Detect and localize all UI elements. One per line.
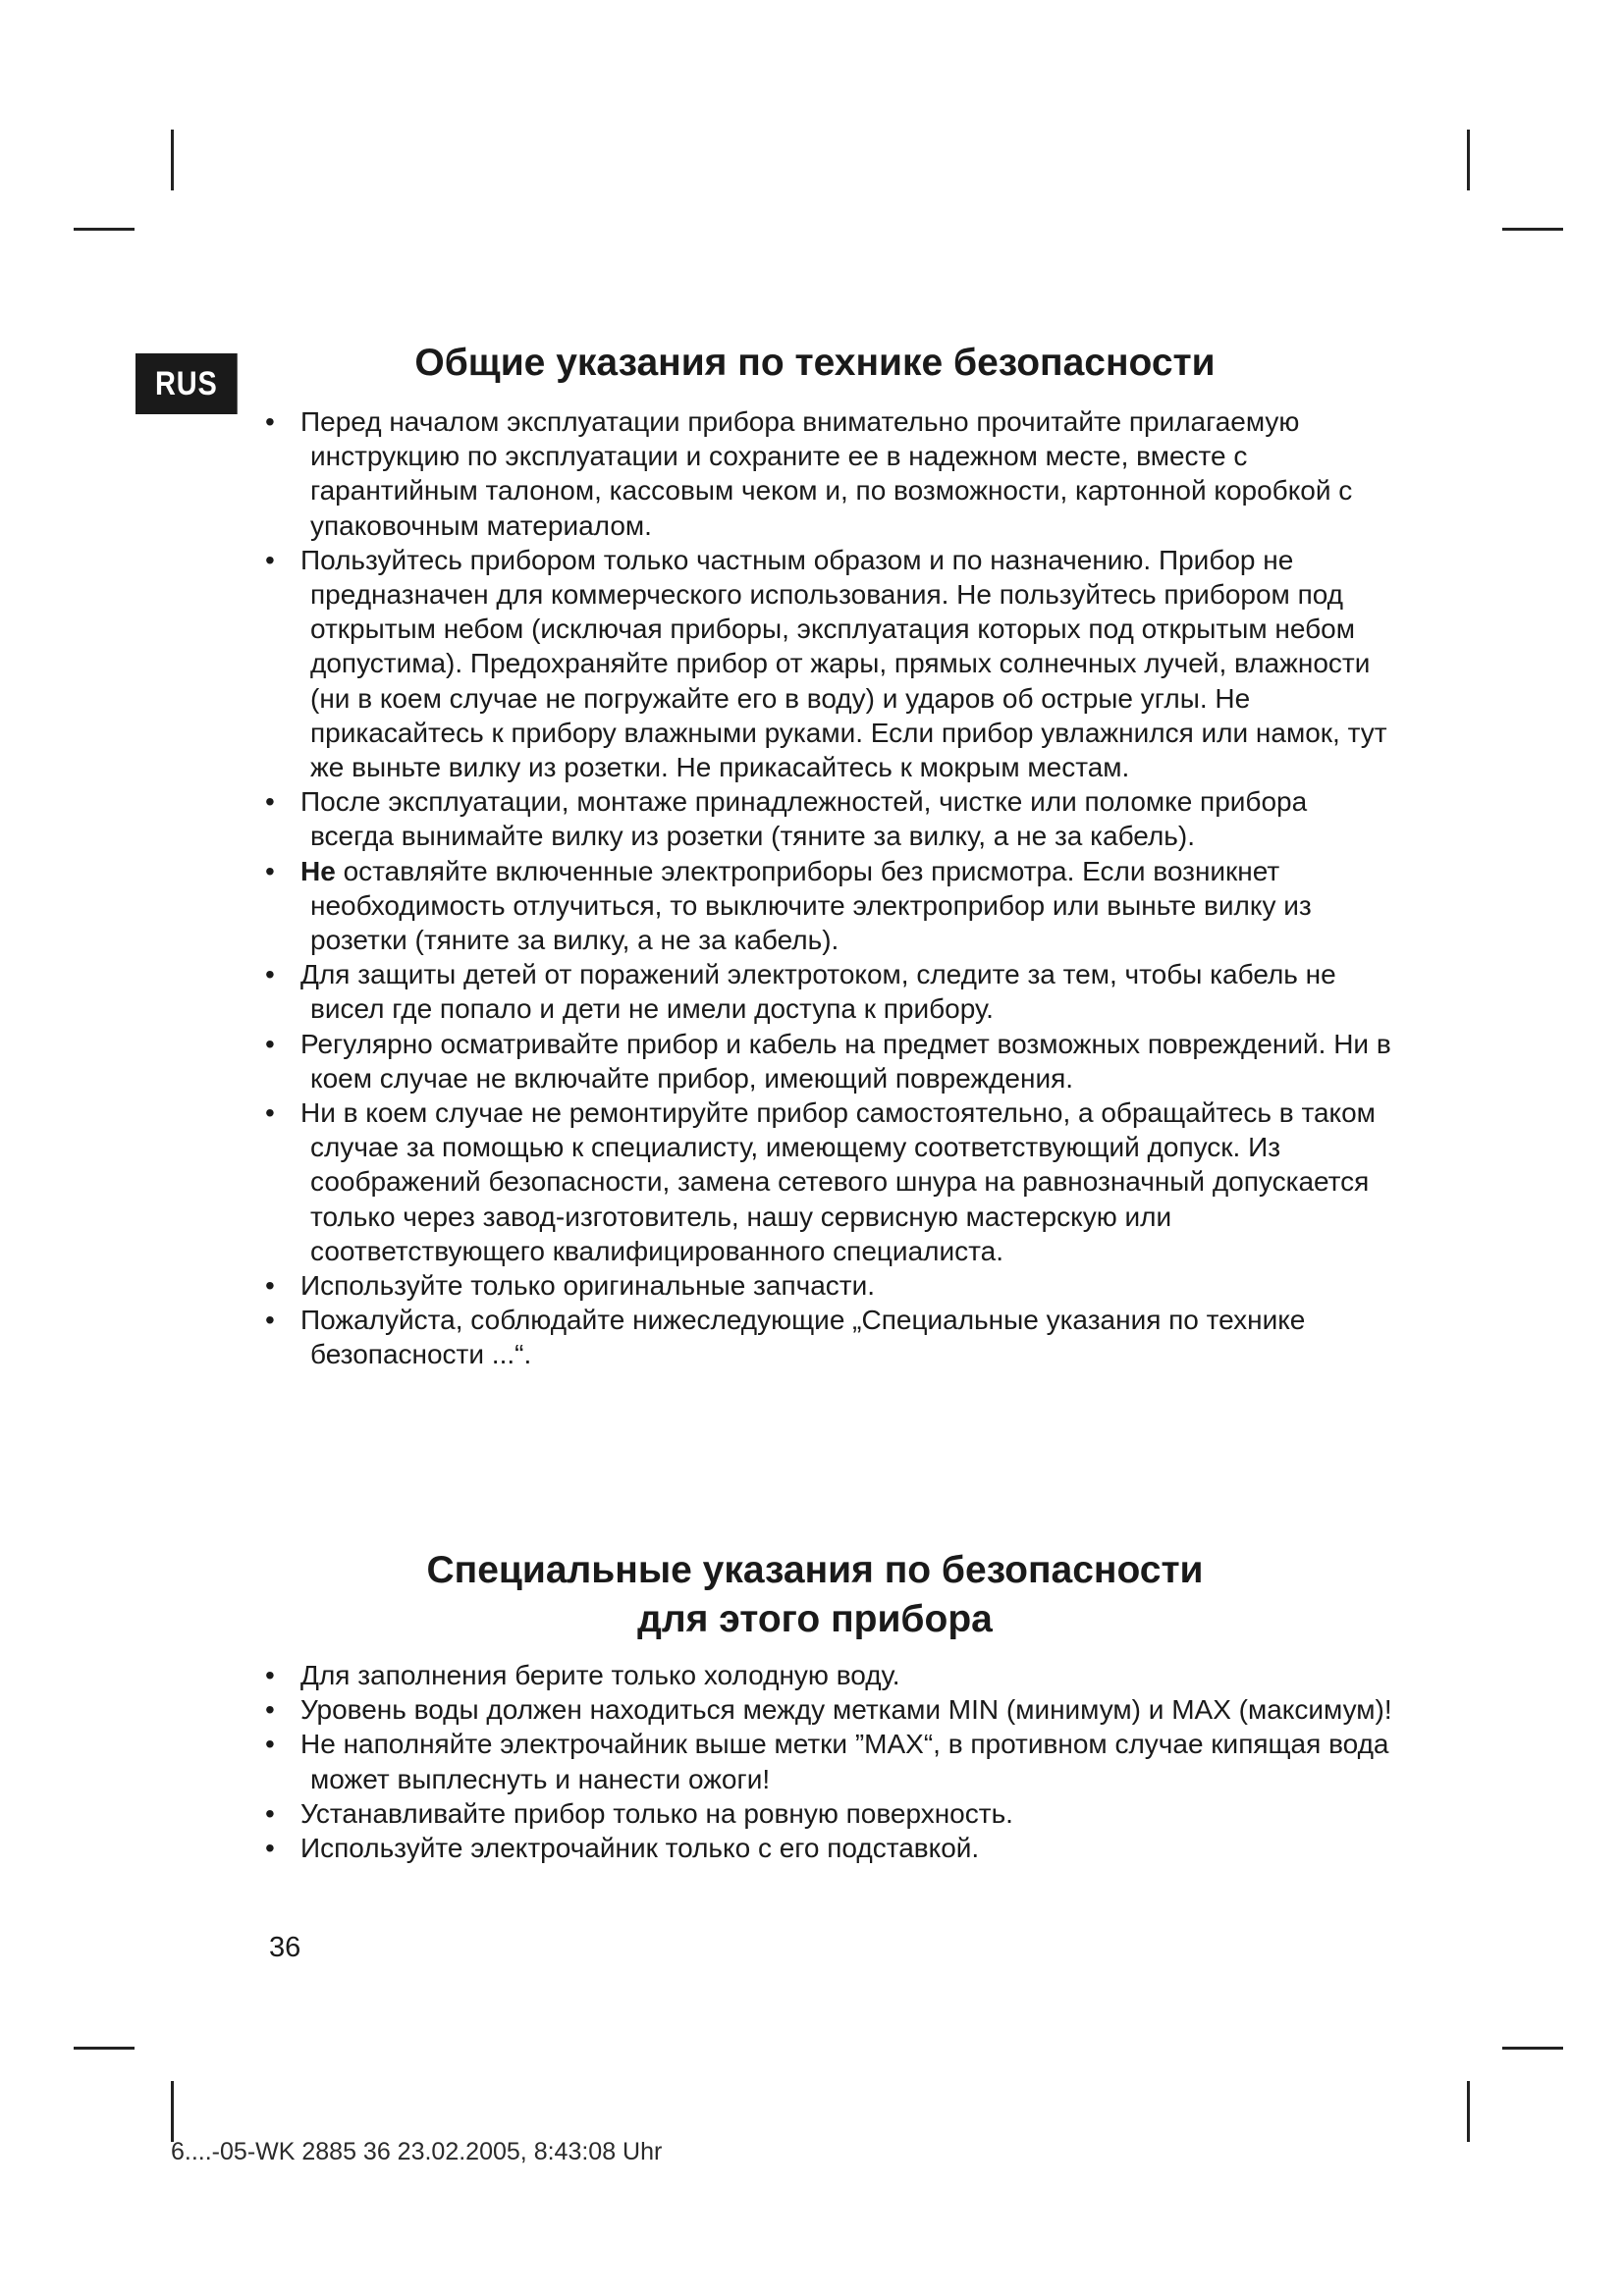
- list-item: • Для защиты детей от поражений электротоком, следите за тем, чтобы кабель не висел где попало и дети не имели доступа к прибору.: [265, 959, 1336, 1025]
- crop-mark-top-right-vertical: [1467, 130, 1470, 190]
- crop-mark-bottom-right-vertical: [1467, 2081, 1470, 2142]
- language-badge: RUS: [135, 353, 238, 414]
- bullet-icon: •: [265, 1097, 275, 1129]
- bullet-icon: •: [265, 544, 275, 575]
- list-item: • После эксплуатации, монтаже принадлежностей, чистке или поломке прибора всегда вынимайте вилку из розетки (тяните за вилку, а не за кабель).: [265, 786, 1308, 852]
- bullet-icon: •: [265, 1797, 275, 1829]
- bullet-icon: •: [265, 959, 275, 990]
- crop-mark-bottom-right-horizontal: [1502, 2047, 1563, 2050]
- list-item: • Уровень воды должен находиться между метками MIN (минимум) и MAX (максимум)!: [265, 1692, 1394, 1727]
- crop-mark-top-left-horizontal: [74, 228, 135, 231]
- bullet-icon: •: [265, 855, 275, 886]
- special-safety-heading-line-1: Специальные указания по безопасности: [426, 1549, 1204, 1591]
- bullet-icon: •: [265, 786, 275, 818]
- list-item: • Не оставляйте включенные электроприборы без присмотра. Если возникнет необходимость отлучиться, то выключите электроприбор или выньте вилку из розетки (тяните за вилку, а не за кабель).: [265, 855, 1312, 956]
- print-slug: 6....-05-WK 2885 36 23.02.2005, 8:43:08 Uhr: [171, 2138, 663, 2165]
- bullet-icon: •: [265, 1028, 275, 1059]
- crop-mark-bottom-left-horizontal: [74, 2047, 135, 2050]
- bullet-icon: •: [265, 1660, 275, 1690]
- list-item: • Не наполняйте электрочайник выше метки ”MAX“, в противном случае кипящая вода может выплеснуть и нанести ожоги!: [265, 1729, 1389, 1794]
- list-item: • Для заполнения берите только холодную воду.: [265, 1658, 1394, 1692]
- special-safety-heading-line-2: для этого прибора: [637, 1598, 993, 1640]
- bullet-icon: •: [265, 1729, 275, 1760]
- crop-mark-bottom-left-vertical: [171, 2081, 174, 2142]
- general-safety-list: [265, 404, 1394, 1372]
- bullet-icon: •: [265, 1270, 275, 1302]
- list-item: • Используйте электрочайник только с его подставкой.: [265, 1831, 1394, 1865]
- general-safety-heading: Общие указания по технике безопасности: [414, 342, 1216, 384]
- bullet-icon: •: [265, 406, 275, 437]
- special-safety-heading: [265, 1546, 1365, 1644]
- list-item: • Перед началом эксплуатации прибора внимательно прочитайте прилагаемую инструкцию по эксплуатации и сохраните ее в надежном месте, вместе с гарантийным талоном, кассовым чеком и, по возможности, картонной коробкой с упаковочным материалом.: [265, 406, 1353, 541]
- list-item: • Устанавливайте прибор только на ровную поверхность.: [265, 1796, 1394, 1831]
- list-item: • Ни в коем случае не ремонтируйте прибор самостоятельно, а обращайтесь в таком случае за помощью к специалисту, имеющему соответствующий допуск. Из соображений безопасности, замена сетевого шнура на равнозначный допускается только через завод-изготовитель, нашу сервисную мастерскую или соответствующего квалифицированного специалиста.: [265, 1097, 1376, 1266]
- special-safety-list: [265, 1658, 1394, 1865]
- page-number: 36: [269, 1932, 301, 1963]
- list-item: • Пожалуйста, соблюдайте нижеследующие „Специальные указания по технике безопасности ...“.: [265, 1305, 1306, 1370]
- bullet-icon: •: [265, 1305, 275, 1336]
- crop-mark-top-right-horizontal: [1502, 228, 1563, 231]
- list-item: • Регулярно осматривайте прибор и кабель на предмет возможных повреждений. Ни в коем случае не включайте прибор, имеющий повреждения.: [265, 1028, 1391, 1094]
- bullet-icon: •: [265, 1694, 275, 1726]
- crop-mark-top-left-vertical: [171, 130, 174, 190]
- bullet-icon: •: [265, 1833, 275, 1864]
- list-item: • Пользуйтесь прибором только частным образом и по назначению. Прибор не предназначен для коммерческого использования. Не пользуйтесь прибором под открытым небом (исключая приборы, эксплуатация которых под открытым небом допустима). Предохраняйте прибор от жары, прямых солнечных лучей, влажности (ни в коем случае не погружайте его в воду) и ударов об острые углы. Не прикасайтесь к прибору влажными руками. Если прибор увлажнился или намок, тут же выньте вилку из розетки. Не прикасайтесь к мокрым местам.: [265, 544, 1387, 783]
- list-item: • Используйте только оригинальные запчасти.: [265, 1268, 1394, 1303]
